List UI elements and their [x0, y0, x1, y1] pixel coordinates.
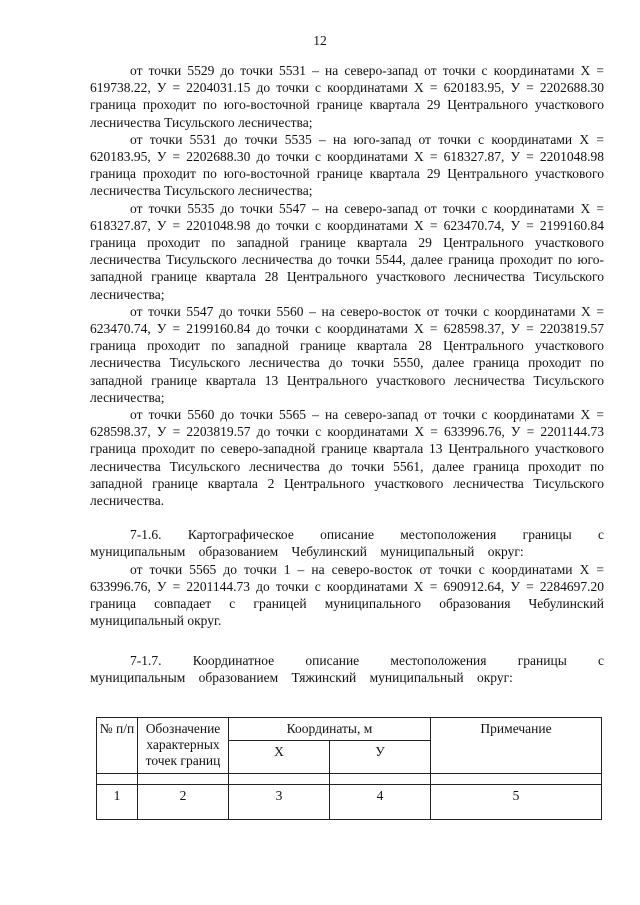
coordinates-table: [96, 717, 602, 820]
page-number: 12: [313, 33, 327, 48]
index-cell-2: 2: [138, 785, 229, 820]
paragraph-5547-5560: от точки 5547 до точки 5560 – на северо-восток от точки с координатами Х = 623470.74, У = 2199160.84 до точки с координатами Х = 628598.37, У = 2203819.57 граница проходит по западной границе квартала 28 Центрального участкового лесничества Тисульского лесничества до точки 5550, далее граница проходит по западной границе квартала 13 Центрального участкового лесничества Тисульского лесничества;: [90, 303, 604, 405]
header-number: № п/п: [97, 718, 138, 774]
header-x: Х: [229, 741, 330, 774]
table-spacer-row: [97, 774, 602, 785]
section-7-1-6-heading: 7-1.6. Картографическое описание местоположения границы с муниципальным образованием Чебулинский муниципальный округ:: [90, 527, 604, 560]
table-row: [97, 785, 602, 820]
paragraph-5531-5535: от точки 5531 до точки 5535 – на юго-запад от точки с координатами Х = 620183.95, У = 2202688.30 до точки с координатами Х = 618327.87, У = 2201048.98 граница проходит по юго-восточной границе квартала 29 Центрального участкового лесничества Тисульского лесничества;: [90, 131, 604, 199]
paragraph-5560-5565: от точки 5560 до точки 5565 – на северо-запад от точки с координатами Х = 628598.37, У = 2203819.57 до точки с координатами Х = 633996.76, У = 2201144.73 граница проходит по северо-западной границе квартала 13 Центрального участкового лесничества Тисульского лесничества до точки 5561, далее граница проходит по западной границе квартала 2 Центрального участкового лесничества Тисульского лесничества.: [90, 407, 604, 509]
header-y: У: [330, 741, 431, 774]
document-body: [90, 62, 604, 686]
header-note: Примечание: [431, 718, 602, 774]
index-cell-1: 1: [97, 785, 138, 820]
section-7-1-7-heading: 7-1.7. Координатное описание местоположения границы с муниципальным образованием Тяжинский муниципальный округ:: [90, 652, 604, 685]
index-cell-3: 3: [229, 785, 330, 820]
header-point-name: Обозначение характерных точек границ: [138, 718, 229, 774]
paragraph-5529-5531: от точки 5529 до точки 5531 – на северо-запад от точки с координатами Х = 619738.22, У = 2204031.15 до точки с координатами Х = 620183.95, У = 2202688.30 граница проходит по юго-восточной границе квартала 29 Центрального участкового лесничества Тисульского лесничества;: [90, 63, 604, 130]
table-header-row: [97, 718, 602, 741]
header-coordinates: Координаты, м: [229, 718, 431, 741]
section-7-1-6-text: от точки 5565 до точки 1 – на северо-восток от точки с координатами Х = 633996.76, У = 2201144.73 до точки с координатами Х = 690912.64, У = 2284697.20 граница совпадает с границей муниципального образования Чебулинский муниципальный округ.: [90, 561, 604, 629]
paragraph-5535-5547: от точки 5535 до точки 5547 – на северо-запад от точки с координатами Х = 618327.87, У = 2201048.98 до точки с координатами Х = 623470.74, У = 2199160.84 граница проходит по западной границе квартала 29 Центрального участкового лесничества Тисульского лесничества до точки 5544, далее граница проходит по юго-западной границе квартала 28 Центрального участкового лесничества Тисульского лесничества;: [90, 200, 604, 302]
index-cell-4: 4: [330, 785, 431, 820]
index-cell-5: 5: [431, 785, 602, 820]
